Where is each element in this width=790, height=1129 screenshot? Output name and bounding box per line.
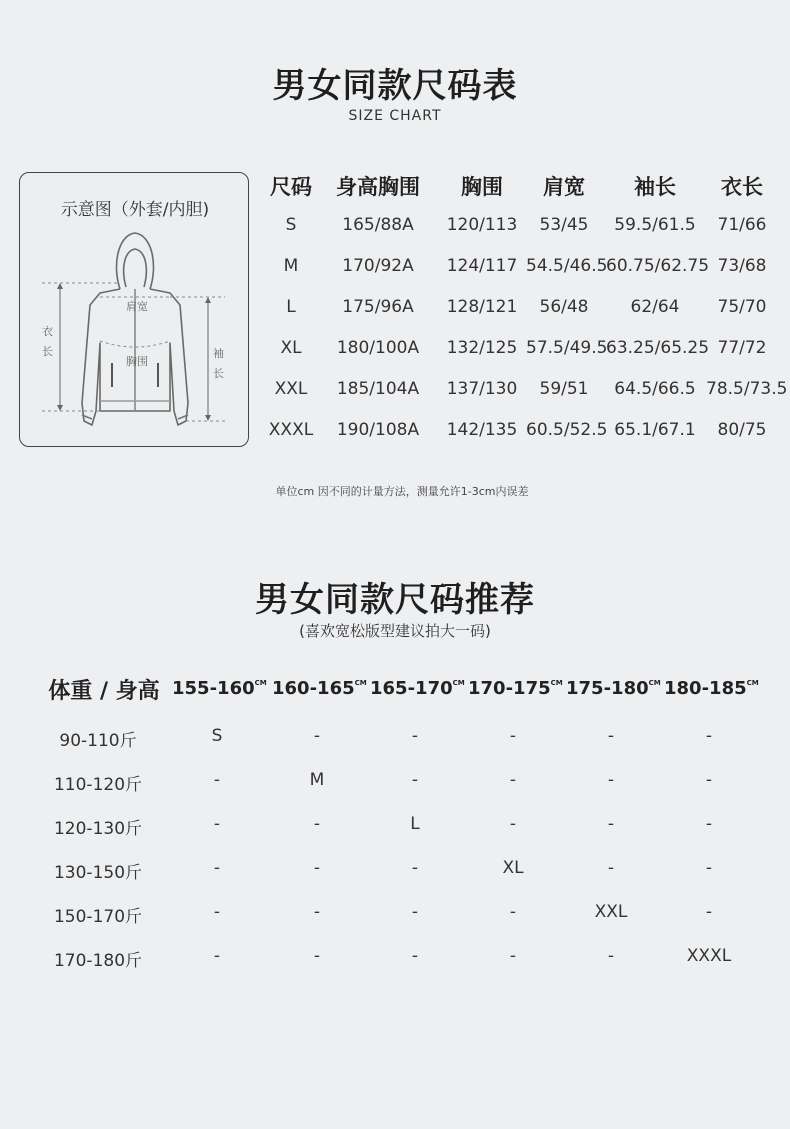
weight-label: 170-180斤 bbox=[53, 951, 143, 971]
table-cell: - bbox=[213, 858, 221, 878]
table-cell: - bbox=[607, 946, 615, 966]
table-cell: - bbox=[509, 902, 517, 922]
table-cell: 59.5/61.5 bbox=[614, 215, 696, 235]
table-cell: XXXL bbox=[686, 946, 732, 966]
table-cell: - bbox=[411, 726, 419, 746]
table-cell: - bbox=[313, 858, 321, 878]
table-cell: 56/48 bbox=[539, 297, 589, 317]
table-cell: 190/108A bbox=[336, 420, 420, 440]
table-cell: M bbox=[309, 770, 325, 790]
height-header: $160-165^{CM}$ bbox=[272, 678, 367, 699]
table-cell: 185/104A bbox=[336, 379, 420, 399]
table-cell: XXL bbox=[274, 379, 308, 399]
table-cell: 80/75 bbox=[717, 420, 767, 440]
table-cell: 60.5/52.5 bbox=[526, 420, 608, 440]
table-cell: 142/135 bbox=[446, 420, 518, 440]
table-cell: 53/45 bbox=[539, 215, 589, 235]
table-cell: - bbox=[705, 858, 713, 878]
weight-label: 130-150斤 bbox=[53, 863, 143, 883]
table-cell: XL bbox=[502, 858, 524, 878]
table-cell: - bbox=[607, 858, 615, 878]
table-cell: 60.75/62.75 bbox=[606, 256, 710, 276]
table-cell: 64.5/66.5 bbox=[614, 379, 696, 399]
header-sleeve: 袖长 bbox=[634, 175, 676, 199]
table-cell: - bbox=[411, 770, 419, 790]
table-cell: - bbox=[607, 814, 615, 834]
weight-label: 120-130斤 bbox=[53, 819, 143, 839]
table-cell: XXXL bbox=[268, 420, 314, 440]
table-cell: 165/88A bbox=[342, 215, 414, 235]
table-cell: XXL bbox=[594, 902, 628, 922]
header-size: 尺码 bbox=[270, 175, 312, 199]
shoulder-label: 肩宽 bbox=[126, 300, 148, 313]
size-chart-title: 男女同款尺码表 bbox=[272, 66, 518, 106]
table-cell: - bbox=[313, 726, 321, 746]
table-cell: - bbox=[213, 902, 221, 922]
measurement-note: 单位cm 因不同的计量方法，测量允许1-3cm内误差 bbox=[275, 485, 529, 498]
weight-label: 150-170斤 bbox=[53, 907, 143, 927]
table-cell: XL bbox=[280, 338, 302, 358]
header-height-chest: 身高胸围 bbox=[336, 175, 420, 199]
table-cell: 180/100A bbox=[336, 338, 420, 358]
table-cell: - bbox=[705, 902, 713, 922]
recommend-title: 男女同款尺码推荐 bbox=[255, 580, 535, 620]
header-chest: 胸围 bbox=[461, 175, 503, 199]
height-header: $155-160^{CM}$ bbox=[172, 678, 267, 699]
length-label-1: 衣 bbox=[42, 325, 53, 338]
weight-label: 90-110斤 bbox=[59, 731, 137, 751]
table-cell: - bbox=[213, 946, 221, 966]
weight-label: 110-120斤 bbox=[53, 775, 143, 795]
table-cell: - bbox=[509, 946, 517, 966]
table-cell: - bbox=[411, 858, 419, 878]
corner-header: 体重 / 身高 bbox=[48, 679, 160, 704]
recommend-subtitle: (喜欢宽松版型建议拍大一码) bbox=[299, 622, 491, 640]
hood-inner bbox=[124, 249, 147, 287]
table-cell: 124/117 bbox=[446, 256, 518, 276]
table-cell: S bbox=[211, 726, 223, 746]
table-cell: L bbox=[286, 297, 296, 317]
length-label-2: 长 bbox=[42, 345, 53, 358]
table-cell: - bbox=[313, 902, 321, 922]
table-cell: 71/66 bbox=[717, 215, 767, 235]
table-cell: - bbox=[313, 814, 321, 834]
table-cell: - bbox=[213, 814, 221, 834]
table-cell: 63.25/65.25 bbox=[606, 338, 710, 358]
table-cell: 170/92A bbox=[342, 256, 414, 276]
hood-outline bbox=[116, 233, 153, 289]
table-cell: 175/96A bbox=[342, 297, 414, 317]
table-cell: 128/121 bbox=[446, 297, 518, 317]
height-header: $165-170^{CM}$ bbox=[370, 678, 465, 699]
size-chart-subtitle: SIZE CHART bbox=[348, 108, 442, 124]
table-cell: 137/130 bbox=[446, 379, 518, 399]
table-cell: 59/51 bbox=[539, 379, 589, 399]
height-header: $170-175^{CM}$ bbox=[468, 678, 563, 699]
table-cell: 54.5/46.5 bbox=[526, 256, 608, 276]
table-cell: - bbox=[411, 902, 419, 922]
table-cell: - bbox=[705, 726, 713, 746]
sleeve-label-2: 长 bbox=[213, 367, 224, 380]
diagram-caption: 示意图（外套/内胆) bbox=[60, 200, 210, 220]
header-shoulder: 肩宽 bbox=[543, 175, 585, 199]
table-cell: 77/72 bbox=[717, 338, 767, 358]
table-cell: - bbox=[509, 814, 517, 834]
table-cell: - bbox=[213, 770, 221, 790]
table-cell: - bbox=[705, 770, 713, 790]
table-cell: 73/68 bbox=[717, 256, 767, 276]
table-cell: - bbox=[509, 726, 517, 746]
table-cell: 65.1/67.1 bbox=[614, 420, 696, 440]
chest-label: 胸围 bbox=[126, 355, 148, 368]
header-length: 衣长 bbox=[721, 175, 763, 199]
table-cell: 57.5/49.5 bbox=[526, 338, 608, 358]
table-cell: M bbox=[283, 256, 299, 276]
garment-diagram bbox=[19, 172, 249, 447]
table-cell: - bbox=[313, 946, 321, 966]
table-cell: - bbox=[509, 770, 517, 790]
table-cell: 132/125 bbox=[446, 338, 518, 358]
table-cell: 62/64 bbox=[630, 297, 680, 317]
table-cell: 75/70 bbox=[717, 297, 767, 317]
table-cell: - bbox=[607, 726, 615, 746]
table-cell: 120/113 bbox=[446, 215, 518, 235]
table-cell: S bbox=[285, 215, 297, 235]
table-cell: - bbox=[607, 770, 615, 790]
height-header: $175-180^{CM}$ bbox=[566, 678, 661, 699]
table-cell: 78.5/73.5 bbox=[706, 379, 788, 399]
sleeve-label-1: 袖 bbox=[213, 347, 224, 360]
height-header: $180-185^{CM}$ bbox=[664, 678, 759, 699]
table-cell: L bbox=[410, 814, 420, 834]
table-cell: - bbox=[705, 814, 713, 834]
table-cell: - bbox=[411, 946, 419, 966]
